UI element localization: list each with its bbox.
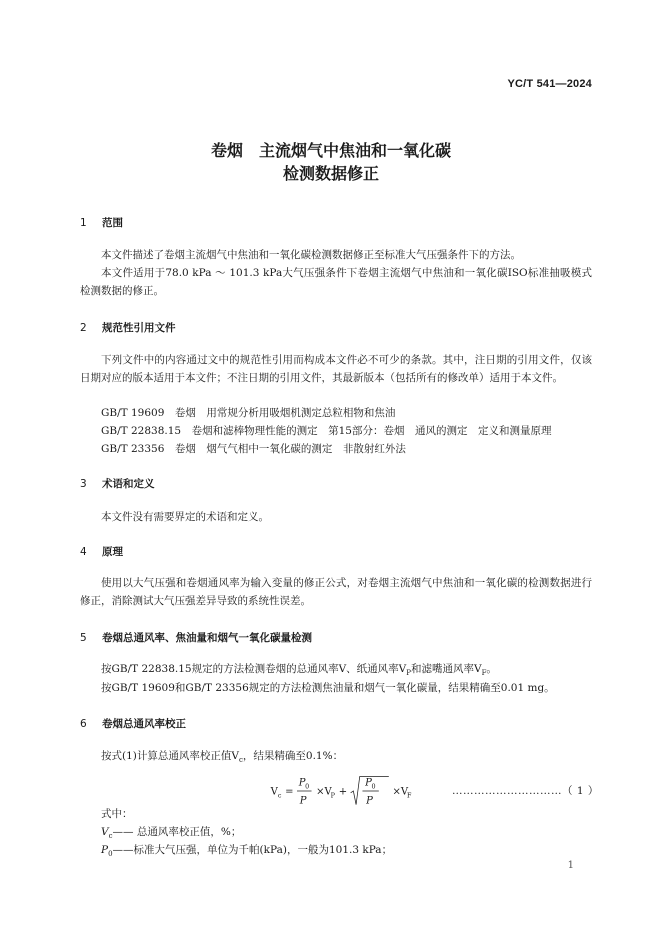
svg-text:P: P bbox=[366, 795, 373, 807]
section-number: 6 bbox=[80, 718, 87, 730]
standard-code: YC/T 541—2024 bbox=[507, 78, 592, 90]
paragraph-text: 按GB/T 22838.15规定的方法检测卷烟的总通风率V、纸通风率V bbox=[101, 663, 407, 675]
section-title: 卷烟总通风率校正 bbox=[102, 718, 186, 730]
section-3-heading bbox=[80, 476, 155, 491]
where-label: 式中： bbox=[101, 808, 133, 820]
section-title: 术语和定义 bbox=[102, 478, 155, 490]
section-title: 范围 bbox=[102, 217, 123, 229]
equation-number-label: （ 1 ） bbox=[562, 785, 599, 797]
svg-text:P: P bbox=[298, 777, 306, 789]
subscript: P bbox=[406, 669, 411, 678]
definition-text: —— 总通风率校正值，%； bbox=[112, 826, 242, 838]
svg-text:P: P bbox=[330, 792, 335, 800]
subscript: c bbox=[238, 756, 243, 765]
section-6-paragraph-1 bbox=[101, 748, 343, 764]
section-number: 5 bbox=[80, 632, 87, 644]
section-4-heading bbox=[80, 544, 123, 559]
section-5-paragraph-2: 按GB/T 19609和GB/T 23356规定的方法检测焦油量和烟气一氧化碳量，结果精确至0.01 mg。 bbox=[101, 682, 555, 694]
section-title: 原理 bbox=[102, 546, 123, 558]
section-title: 卷烟总通风率、焦油量和烟气一氧化碳量检测 bbox=[102, 632, 312, 644]
section-1-heading bbox=[80, 215, 123, 230]
subscript: c bbox=[108, 832, 113, 841]
svg-text:c: c bbox=[277, 792, 282, 800]
section-number: 1 bbox=[80, 217, 87, 229]
section-2-heading bbox=[80, 320, 176, 335]
paragraph-text: 。 bbox=[486, 663, 497, 675]
section-6-heading bbox=[80, 716, 186, 731]
reference-item: GB/T 23356 卷烟 烟气气相中一氧化碳的测定 非散射红外法 bbox=[101, 443, 406, 455]
svg-text:×V: ×V bbox=[392, 786, 409, 798]
equation-1 bbox=[262, 771, 452, 811]
paragraph-text: 和滤嘴通风率V bbox=[410, 663, 482, 675]
page-number: 1 bbox=[567, 860, 574, 871]
definition-text: ——标准大气压强，单位为千帕(kPa)，一般为101.3 kPa； bbox=[112, 844, 393, 856]
svg-text:V: V bbox=[270, 786, 278, 798]
document-title-line1: 卷烟 主流烟气中焦油和一氧化碳 bbox=[210, 141, 451, 160]
section-title: 规范性引用文件 bbox=[102, 322, 176, 334]
section-number: 3 bbox=[80, 478, 87, 490]
svg-text:0: 0 bbox=[371, 783, 376, 791]
paragraph-text: ，结果精确至0.1%： bbox=[242, 750, 344, 762]
svg-text:F: F bbox=[407, 792, 412, 800]
subscript: 0 bbox=[108, 850, 113, 859]
section-number: 2 bbox=[80, 322, 87, 334]
reference-item: GB/T 22838.15 卷烟和滤棒物理性能的测定 第15部分：卷烟 通风的测定 定义和测量原理 bbox=[101, 425, 552, 437]
document-title-line2: 检测数据修正 bbox=[282, 164, 379, 183]
svg-text:P: P bbox=[365, 777, 372, 789]
svg-text:P: P bbox=[299, 795, 307, 807]
svg-text:0: 0 bbox=[305, 783, 310, 791]
subscript: F bbox=[481, 669, 487, 678]
equation-number: …………………………（ 1 ） bbox=[452, 785, 599, 797]
definition-item bbox=[101, 824, 241, 840]
section-3-paragraph-1: 本文件没有需要界定的术语和定义。 bbox=[101, 511, 269, 523]
definition-item bbox=[101, 842, 392, 858]
svg-text:+: + bbox=[338, 786, 348, 798]
section-5-heading bbox=[80, 630, 312, 645]
svg-text:=: = bbox=[285, 786, 294, 798]
section-1-paragraph-2: 本文件适用于78.0 kPa ～ 101.3 kPa大气压强条件下卷烟主流烟气中焦油和一氧化碳ISO标准抽吸模式检测数据的修正。 bbox=[80, 267, 592, 297]
svg-text:×V: ×V bbox=[316, 786, 332, 798]
section-2-paragraph-1: 下列文件中的内容通过文中的规范性引用而构成本文件必不可少的条款。其中，注日期的引用文件，仅该日期对应的版本适用于本文件；不注日期的引用文件，其最新版本（包括所有的修改单）适用于本文件。 bbox=[80, 354, 592, 384]
section-1-paragraph-1: 本文件描述了卷烟主流烟气中焦油和一氧化碳检测数据修正至标准大气压强条件下的方法。 bbox=[101, 249, 521, 261]
symbol: P bbox=[101, 844, 109, 856]
reference-item: GB/T 19609 卷烟 用常规分析用吸烟机测定总粒相物和焦油 bbox=[101, 407, 396, 419]
section-4-paragraph-1: 使用以大气压强和卷烟通风率为输入变量的修正公式，对卷烟主流烟气中焦油和一氧化碳的检测数据进行修正，消除测试大气压强差异导致的系统性误差。 bbox=[80, 577, 592, 607]
section-5-paragraph-1 bbox=[101, 661, 497, 677]
symbol: V bbox=[101, 826, 109, 838]
section-number: 4 bbox=[80, 546, 87, 558]
paragraph-text: 按式(1)计算总通风率校正值V bbox=[101, 750, 239, 762]
